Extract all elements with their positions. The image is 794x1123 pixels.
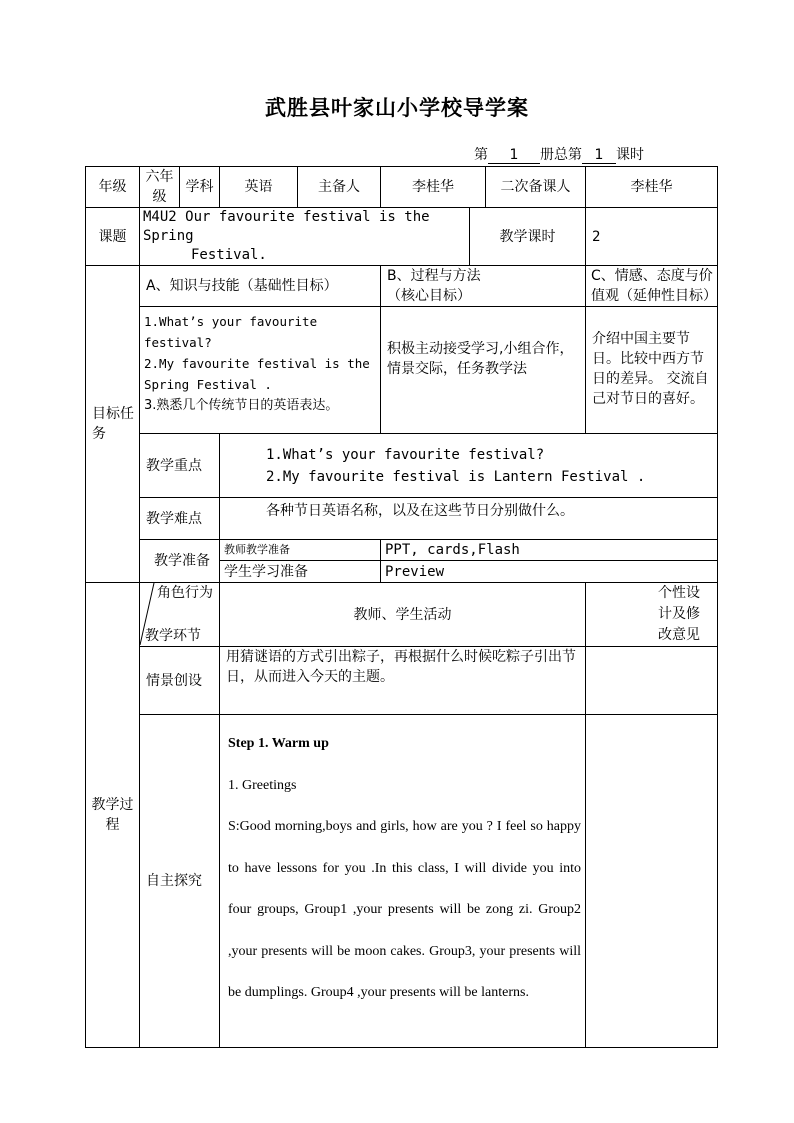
goal-heading-row xyxy=(86,266,718,307)
explore-row xyxy=(86,715,718,1048)
explore-notes-cell xyxy=(586,715,718,1048)
topic-line-2: Festival. xyxy=(191,247,267,263)
process-header-row xyxy=(86,583,718,647)
subject-value: 英语 xyxy=(220,167,298,208)
goal-c-heading: C、情感、态度与价值观（延伸性目标） xyxy=(586,266,718,307)
goals-label: 目标任务 xyxy=(86,266,140,583)
diag-top-text: 角色行为 xyxy=(157,585,213,601)
goal-b-heading-2: （核心目标） xyxy=(387,288,471,304)
prep-label: 教学准备 xyxy=(140,540,220,583)
explore-label: 自主探究 xyxy=(140,715,220,1048)
greetings-text: S:Good morning,boys and girls, how are you ? I feel so happy to have lessons for you .In this class, I will divide you into four groups, Group1 ,your presents will be zong zi. Group2 ,your presents will be moon cakes. Group3, your presents will be dumplings. Group4 ,your presents will be lanterns. xyxy=(228,819,581,1000)
scene-label: 情景创设 xyxy=(140,647,220,715)
notes-heading-cell xyxy=(586,583,718,647)
difficulty-label: 教学难点 xyxy=(140,498,220,540)
second-value: 李桂华 xyxy=(586,167,718,208)
process-label: 教学过程 xyxy=(86,583,140,1048)
goal-c-content: 介绍中国主要节日。比较中西方节日的差异。 交流自己对节日的喜好。 xyxy=(586,307,718,434)
lead-label: 主备人 xyxy=(298,167,381,208)
goal-a-item-1: 1.What’s your favourite festival? xyxy=(144,314,318,350)
notes-heading: 个性设计及修改意见 xyxy=(658,585,700,643)
hours-label: 教学课时 xyxy=(470,208,586,266)
grade-value: 六年级 xyxy=(140,167,180,208)
topic-label: 课题 xyxy=(86,208,140,266)
prep-teacher-value: PPT, cards,Flash xyxy=(381,540,718,561)
lead-value: 李桂华 xyxy=(381,167,486,208)
scene-text: 用猜谜语的方式引出粽子，再根据什么时候吃粽子引出节日，从而进入今天的主题。 xyxy=(220,647,586,715)
topic-row xyxy=(86,208,718,266)
prep-teacher-label: 教师教学准备 xyxy=(220,540,381,561)
topic-value xyxy=(140,208,470,266)
focus-line-2: 2.My favourite festival is Lantern Festival . xyxy=(266,468,646,485)
info-row xyxy=(86,167,718,208)
book-number: 1 xyxy=(488,148,540,164)
goal-b-heading-1: B、过程与方法 xyxy=(387,268,481,284)
prep-teacher-row xyxy=(86,540,718,561)
prep-student-value: Preview xyxy=(381,561,718,583)
scene-notes-cell xyxy=(586,647,718,715)
difficulty-text: 各种节日英语名称，以及在这些节日分别做什么。 xyxy=(220,498,718,540)
grade-label: 年级 xyxy=(86,167,140,208)
greetings-title: 1. Greetings xyxy=(228,777,297,793)
lesson-number-line xyxy=(474,144,644,164)
focus-row xyxy=(86,434,718,498)
scene-row xyxy=(86,647,718,715)
sub-prefix: 第 xyxy=(474,147,488,163)
goal-a-item-2: 2.My favourite festival is the Spring Festival . xyxy=(144,356,370,392)
goal-a-content xyxy=(140,307,381,434)
activities-heading: 教师、学生活动 xyxy=(220,583,586,647)
goal-a-heading: A、知识与技能（基础性目标） xyxy=(140,266,381,307)
goal-a-item-3: 3.熟悉几个传统节日的英语表达。 xyxy=(144,398,339,413)
focus-line-1: 1.What’s your favourite festival? xyxy=(266,446,545,463)
sub-mid: 册总第 xyxy=(540,147,582,163)
goal-content-row xyxy=(86,307,718,434)
focus-content xyxy=(220,434,718,498)
goal-b-heading xyxy=(381,266,586,307)
subject-label: 学科 xyxy=(180,167,220,208)
diag-bottom-text: 教学环节 xyxy=(145,628,201,644)
focus-label: 教学重点 xyxy=(140,434,220,498)
explore-content xyxy=(220,715,586,1048)
topic-line-1: M4U2 Our favourite festival is the Spring xyxy=(143,209,430,244)
sub-suffix: 课时 xyxy=(616,147,644,163)
role-diagonal-cell xyxy=(140,583,220,647)
prep-student-label: 学生学习准备 xyxy=(220,561,381,583)
second-label: 二次备课人 xyxy=(486,167,586,208)
difficulty-row xyxy=(86,498,718,540)
lesson-plan-table xyxy=(85,166,718,1048)
hours-value: 2 xyxy=(586,208,718,266)
lesson-number: 1 xyxy=(582,148,616,164)
goal-b-content: 积极主动接受学习,小组合作，情景交际，任务教学法 xyxy=(381,307,586,434)
step-title: Step 1. Warm up xyxy=(228,736,329,751)
page-title: 武胜县叶家山小学校导学案 xyxy=(265,96,529,120)
